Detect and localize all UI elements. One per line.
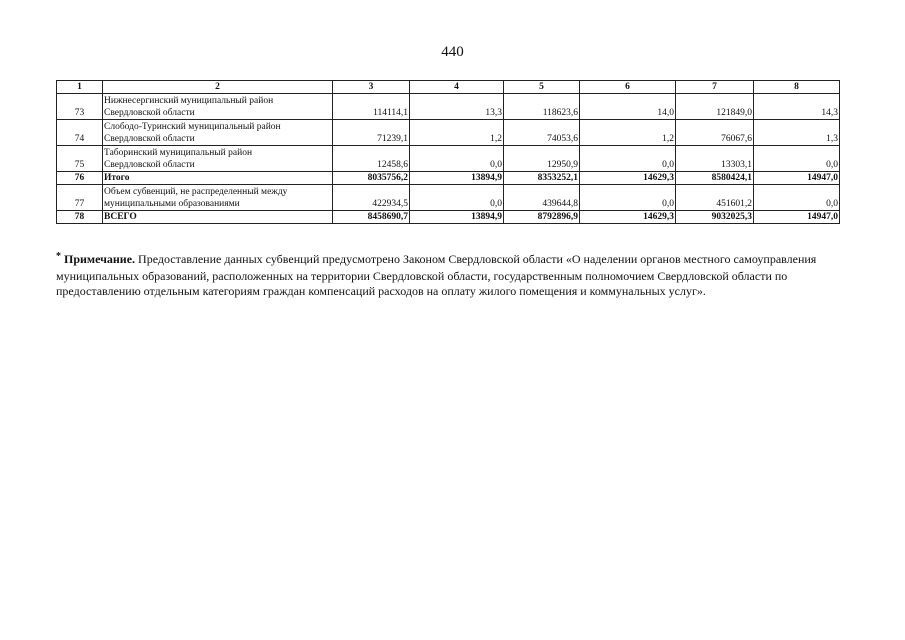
value-cell: 0,0 bbox=[580, 146, 676, 172]
value-cell: 14629,3 bbox=[580, 211, 676, 224]
value-cell: 1,3 bbox=[754, 120, 840, 146]
footnote-title: Примечание. bbox=[64, 252, 136, 266]
value-cell: 13894,9 bbox=[410, 211, 504, 224]
row-index: 78 bbox=[57, 211, 103, 224]
value-cell: 14,0 bbox=[580, 94, 676, 120]
footnote-text: Предоставление данных субвенций предусмотрено Законом Свердловской области «О наделении органов местного самоуправления муниципальных образований, расположенных на территории Свердловской области, государственным полномочием Свердловской области по предоставлению отдельным категориям граждан компенсаций расходов на оплату жилого помещения и коммунальных услуг». bbox=[56, 252, 817, 298]
value-cell: 1,2 bbox=[410, 120, 504, 146]
column-header: 4 bbox=[410, 81, 504, 94]
table-row bbox=[57, 172, 840, 185]
page-number: 440 bbox=[441, 44, 464, 60]
column-header: 5 bbox=[504, 81, 580, 94]
value-cell: 422934,5 bbox=[333, 185, 410, 211]
value-cell: 0,0 bbox=[580, 185, 676, 211]
value-cell: 8353252,1 bbox=[504, 172, 580, 185]
row-name-line: Нижнесергинский муниципальный район bbox=[104, 96, 274, 106]
footnote bbox=[56, 252, 826, 300]
row-name-line: Таборинский муниципальный район bbox=[104, 148, 253, 158]
row-name-line: Итого bbox=[104, 173, 130, 183]
value-cell: 121849,0 bbox=[676, 94, 754, 120]
value-cell: 13,3 bbox=[410, 94, 504, 120]
row-index: 73 bbox=[57, 94, 103, 120]
table-row bbox=[57, 211, 840, 224]
value-cell: 14947,0 bbox=[754, 172, 840, 185]
value-cell: 451601,2 bbox=[676, 185, 754, 211]
row-name-line: Свердловской области bbox=[104, 160, 195, 170]
value-cell: 8458690,7 bbox=[333, 211, 410, 224]
header-row bbox=[57, 81, 840, 94]
value-cell: 8035756,2 bbox=[333, 172, 410, 185]
value-cell: 13894,9 bbox=[410, 172, 504, 185]
value-cell: 118623,6 bbox=[504, 94, 580, 120]
value-cell: 71239,1 bbox=[333, 120, 410, 146]
table-row bbox=[57, 146, 840, 172]
value-cell: 14,3 bbox=[754, 94, 840, 120]
subsidy-table bbox=[56, 80, 840, 224]
value-cell: 0,0 bbox=[410, 185, 504, 211]
value-cell: 8792896,9 bbox=[504, 211, 580, 224]
row-index: 74 bbox=[57, 120, 103, 146]
column-header: 8 bbox=[754, 81, 840, 94]
column-header: 3 bbox=[333, 81, 410, 94]
row-name-line: ВСЕГО bbox=[104, 212, 137, 222]
value-cell: 76067,6 bbox=[676, 120, 754, 146]
column-header: 2 bbox=[103, 81, 333, 94]
row-name bbox=[103, 172, 333, 185]
value-cell: 1,2 bbox=[580, 120, 676, 146]
table-row bbox=[57, 94, 840, 120]
row-name-line: Слободо-Туринский муниципальный район bbox=[104, 122, 281, 132]
value-cell: 0,0 bbox=[754, 185, 840, 211]
row-name-line: Свердловской области bbox=[104, 108, 195, 118]
value-cell: 12458,6 bbox=[333, 146, 410, 172]
value-cell: 439644,8 bbox=[504, 185, 580, 211]
value-cell: 0,0 bbox=[754, 146, 840, 172]
column-header: 1 bbox=[57, 81, 103, 94]
row-name bbox=[103, 211, 333, 224]
row-name-line: муниципальными образованиями bbox=[104, 199, 240, 209]
column-header: 7 bbox=[676, 81, 754, 94]
row-name bbox=[103, 146, 333, 172]
row-name bbox=[103, 120, 333, 146]
value-cell: 8580424,1 bbox=[676, 172, 754, 185]
value-cell: 114114,1 bbox=[333, 94, 410, 120]
value-cell: 14629,3 bbox=[580, 172, 676, 185]
column-header: 6 bbox=[580, 81, 676, 94]
row-index: 77 bbox=[57, 185, 103, 211]
row-name bbox=[103, 185, 333, 211]
value-cell: 14947,0 bbox=[754, 211, 840, 224]
value-cell: 74053,6 bbox=[504, 120, 580, 146]
value-cell: 9032025,3 bbox=[676, 211, 754, 224]
row-name-line: Объем субвенций, не распределенный между bbox=[104, 187, 288, 197]
table-body bbox=[57, 94, 840, 224]
row-name bbox=[103, 94, 333, 120]
row-index: 76 bbox=[57, 172, 103, 185]
value-cell: 0,0 bbox=[410, 146, 504, 172]
row-index: 75 bbox=[57, 146, 103, 172]
table-row bbox=[57, 185, 840, 211]
table-row bbox=[57, 120, 840, 146]
footnote-marker: * bbox=[56, 251, 61, 262]
value-cell: 12950,9 bbox=[504, 146, 580, 172]
row-name-line: Свердловской области bbox=[104, 134, 195, 144]
value-cell: 13303,1 bbox=[676, 146, 754, 172]
